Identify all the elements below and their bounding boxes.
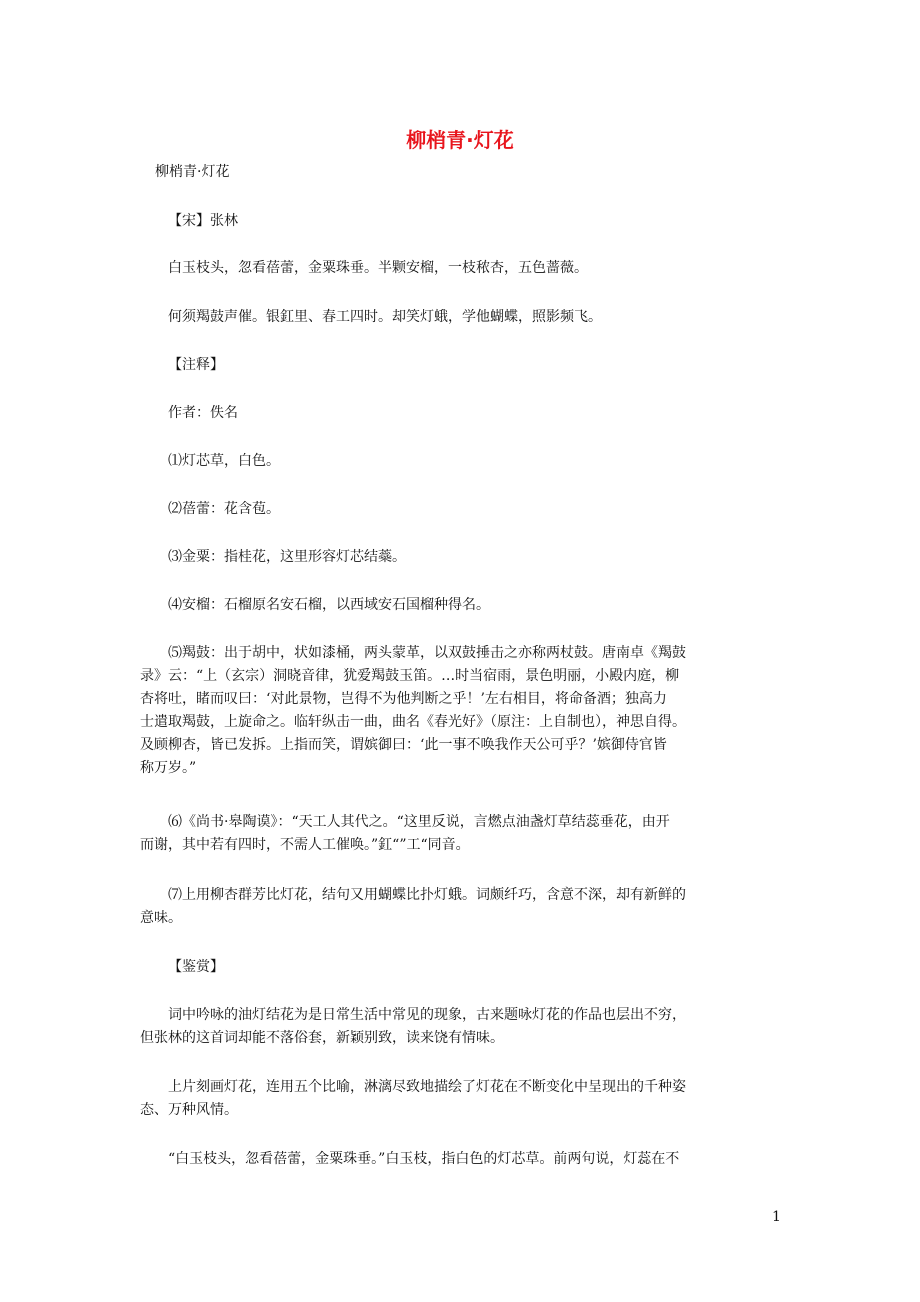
text-line: 何须羯鼓声催。银釭里、春工四时。却笑灯蛾，学他蝴蝶，照影频飞。 bbox=[168, 309, 602, 325]
paragraph bbox=[140, 306, 800, 329]
text-line: 杏将吐，睹而叹曰：‘对此景物，岂得不为他判断之乎！’左右相目，将命备酒；独高力 bbox=[140, 691, 667, 707]
text-line: 柳梢青·灯花 bbox=[155, 164, 230, 180]
text-line: 录》云：“上（玄宗）洞晓音律，犹爱羯鼓玉笛。…时当宿雨，景色明丽，小殿内庭，柳 bbox=[140, 668, 680, 684]
document-title: 柳梢青·灯花 bbox=[406, 128, 514, 152]
text-line: ⑵蓓蕾：花含苞。 bbox=[168, 501, 280, 517]
text-line: 及顾柳杏，皆已发拆。上指而笑，谓嫔御曰：‘此一事不唤我作天公可乎？’嫔御侍官皆 bbox=[140, 737, 667, 753]
paragraph bbox=[140, 210, 800, 233]
text-line: 【鉴赏】 bbox=[168, 959, 224, 975]
text-line: “白玉枝头，忽看蓓蕾，金粟珠垂。”白玉枝，指白色的灯芯草。前两句说，灯蕊在不 bbox=[168, 1151, 680, 1167]
text-line: ⑹《尚书·皋陶谟》：“天工人其代之。“这里反说，言燃点油盏灯草结蕊垂花，由开 bbox=[168, 814, 670, 830]
text-line: ⑸羯鼓：出于胡中，状如漆桶，两头蒙革，以双鼓捶击之亦称两杖鼓。唐南卓《羯鼓 bbox=[168, 645, 686, 661]
text-line: ⑶金粟：指桂花，这里形容灯芯结蘂。 bbox=[168, 549, 406, 565]
text-line: 态、万种风情。 bbox=[140, 1102, 238, 1118]
paragraph bbox=[140, 956, 800, 979]
paragraph bbox=[140, 498, 800, 521]
paragraph bbox=[140, 354, 800, 377]
text-line: 但张林的这首词却能不落俗套，新颖别致，读来饶有情味。 bbox=[140, 1030, 504, 1046]
text-line: 而谢，其中若有四时，不需人工催唤。”釭“”工“同音。 bbox=[140, 837, 470, 853]
text-line: ⑴灯芯草，白色。 bbox=[168, 453, 280, 469]
text-line: 上片刻画灯花，连用五个比喻，淋漓尽致地描绘了灯花在不断变化中呈现出的千种姿 bbox=[168, 1079, 686, 1095]
text-line: 【宋】张林 bbox=[168, 213, 238, 229]
text-line: 称万岁。” bbox=[140, 760, 197, 776]
text-line: 意味。 bbox=[140, 910, 182, 926]
text-line: 作者：佚名 bbox=[168, 405, 238, 421]
paragraph bbox=[140, 1148, 800, 1171]
page-number: 1 bbox=[772, 1209, 781, 1225]
text-line: ⑷安榴：石榴原名安石榴，以西域安石国榴种得名。 bbox=[168, 597, 490, 613]
paragraph bbox=[140, 884, 800, 930]
paragraph bbox=[140, 1076, 800, 1122]
paragraph bbox=[140, 594, 800, 617]
paragraph bbox=[140, 257, 800, 280]
paragraph bbox=[140, 546, 800, 569]
paragraph bbox=[140, 1004, 800, 1050]
text-line: 【注释】 bbox=[168, 357, 224, 373]
paragraph bbox=[140, 450, 800, 473]
text-line: 词中吟咏的油灯结花为是日常生活中常见的现象，古来题咏灯花的作品也层出不穷， bbox=[168, 1007, 686, 1023]
text-line: 白玉枝头，忽看蓓蕾，金粟珠垂。半颗安榴，一枝秾杏，五色蔷薇。 bbox=[168, 260, 588, 276]
paragraph bbox=[140, 811, 800, 857]
text-line: ⑺上用柳杏群芳比灯花，结句又用蝴蝶比扑灯蛾。词颇纤巧，含意不深，却有新鲜的 bbox=[168, 887, 686, 903]
paragraph bbox=[140, 402, 800, 425]
text-line: 士遣取羯鼓，上旋命之。临轩纵击一曲，曲名《春光好》（原注：上自制也），神思自得。 bbox=[140, 714, 686, 730]
paragraph bbox=[155, 161, 815, 184]
paragraph bbox=[140, 642, 800, 780]
